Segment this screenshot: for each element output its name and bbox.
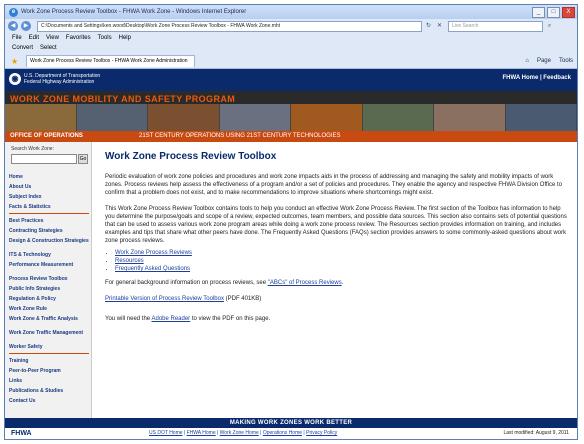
sidebar-item[interactable]: Home bbox=[9, 174, 23, 180]
sidebar bbox=[5, 142, 92, 428]
tab-active[interactable]: Work Zone Process Review Toolbox - FHWA Work Zone Administration bbox=[26, 55, 195, 67]
ops-left: OFFICE OF OPERATIONS bbox=[10, 133, 83, 139]
footer-slogan: MAKING WORK ZONES WORK BETTER bbox=[5, 418, 577, 428]
sidebar-item[interactable]: Training bbox=[9, 358, 29, 364]
sidebar-item[interactable]: About Us bbox=[9, 184, 32, 190]
home-icon[interactable]: ⌂ bbox=[525, 58, 529, 64]
section-list bbox=[115, 249, 569, 273]
select-button[interactable]: Select bbox=[40, 45, 57, 51]
browser-window bbox=[4, 4, 578, 440]
ops-right: 21ST CENTURY OPERATIONS USING 21ST CENTURY TECHNOLOGIES bbox=[139, 133, 341, 139]
sidebar-item[interactable]: Best Practices bbox=[9, 218, 44, 224]
dot-line1: U.S. Department of Transportation bbox=[24, 73, 101, 79]
main-content bbox=[105, 142, 569, 428]
sidebar-item[interactable]: Design & Construction Strategies bbox=[9, 238, 89, 244]
footer-link[interactable]: FHWA Home bbox=[186, 430, 216, 436]
url-input[interactable]: C:\Documents and Settings\ken.wood\Desktop\Work Zone Process Review Toolbox - FHWA Work Zone.mht bbox=[37, 21, 422, 32]
banner-photo bbox=[220, 104, 292, 131]
footer-links bbox=[149, 428, 337, 439]
footer bbox=[5, 428, 577, 439]
program-banner bbox=[5, 91, 577, 131]
back-icon[interactable]: ◀ bbox=[8, 21, 18, 31]
footer-separator: | bbox=[215, 430, 220, 436]
banner-photo bbox=[77, 104, 149, 131]
toolbox-paragraph: This Work Zone Process Review Toolbox contains tools to help you conduct an effective Work Zone Process Review. The first section of the Toolbox has information to help you determine the purpose/goals and scope of a review, expected outcomes, team members, and possible data sources. This section also contains sets of potential questions that can be used to assess various work zone program areas while doing a work zone process review. The Resources section provides information on training, and includes examples and tips that share what other peers have done. The Frequently Asked Questions (FAQs) section provides answers to some commonly-asked questions about work zone process reviews. bbox=[105, 206, 567, 244]
dot-logo-icon: ◉ bbox=[9, 73, 21, 85]
search-label: Search Work Zone: bbox=[11, 146, 54, 152]
title-bar bbox=[5, 5, 577, 19]
menu-help[interactable]: Help bbox=[118, 35, 131, 41]
top-links[interactable]: FHWA Home | Feedback bbox=[502, 75, 571, 81]
banner-title: WORK ZONE MOBILITY AND SAFETY PROGRAM bbox=[10, 94, 236, 104]
general-suffix: . bbox=[341, 280, 344, 286]
sidebar-item[interactable]: Facts & Statistics bbox=[9, 204, 51, 210]
tools-menu[interactable]: Tools bbox=[558, 58, 573, 64]
sidebar-item[interactable]: Process Review Toolbox bbox=[9, 276, 68, 282]
search-icon[interactable]: ⌕ bbox=[547, 22, 552, 29]
banner-photo bbox=[291, 104, 363, 131]
tab-bar bbox=[5, 54, 577, 69]
menu-edit[interactable]: Edit bbox=[28, 35, 40, 41]
page-viewport bbox=[5, 69, 577, 439]
banner-photo bbox=[506, 104, 578, 131]
list-item-faq[interactable]: • Frequently Asked Questions bbox=[115, 265, 569, 273]
page-title: Work Zone Process Review Toolbox bbox=[105, 151, 277, 162]
banner-photo bbox=[5, 104, 77, 131]
abcs-link[interactable]: "ABCs" of Process Reviews bbox=[267, 280, 342, 286]
banner-photo bbox=[363, 104, 435, 131]
stop-icon[interactable]: ✕ bbox=[436, 22, 443, 29]
footer-separator: | bbox=[302, 430, 307, 436]
footer-link[interactable]: Work Zone Home bbox=[219, 430, 259, 436]
page-menu[interactable]: Page bbox=[536, 58, 551, 64]
minimize-button[interactable]: _ bbox=[532, 7, 545, 18]
printable-info bbox=[105, 295, 569, 303]
adobe-link[interactable]: Adobe Reader bbox=[151, 316, 191, 322]
forward-icon[interactable]: ▶ bbox=[21, 21, 31, 31]
ops-strip bbox=[5, 131, 577, 142]
footer-link[interactable]: Privacy Policy bbox=[306, 430, 338, 436]
sidebar-divider bbox=[9, 213, 89, 214]
last-modified: Last modified: August 9, 2011 bbox=[503, 430, 569, 436]
menu-favorites[interactable]: Favorites bbox=[65, 35, 91, 41]
links-bar bbox=[5, 43, 577, 53]
footer-link[interactable]: US DOT Home bbox=[149, 430, 183, 436]
sidebar-item[interactable]: Work Zone Rule bbox=[9, 306, 47, 312]
footer-separator: | bbox=[182, 430, 187, 436]
footer-separator: | bbox=[258, 430, 263, 436]
sidebar-item[interactable]: Peer-to-Peer Program bbox=[9, 368, 61, 374]
sidebar-item[interactable]: ITS & Technology bbox=[9, 252, 51, 258]
go-button[interactable]: Go bbox=[79, 156, 87, 162]
sidebar-item[interactable]: Public Info Strategies bbox=[9, 286, 61, 292]
sidebar-item[interactable]: Contact Us bbox=[9, 398, 36, 404]
sidebar-item[interactable]: Performance Measurement bbox=[9, 262, 74, 268]
sidebar-item[interactable]: Contracting Strategies bbox=[9, 228, 63, 234]
site-search-input[interactable] bbox=[11, 154, 77, 164]
menu-bar bbox=[5, 33, 577, 43]
sidebar-item[interactable]: Publications & Studies bbox=[9, 388, 64, 394]
sidebar-item[interactable]: Regulation & Policy bbox=[9, 296, 56, 302]
printable-suffix: (PDF 401KB) bbox=[223, 296, 262, 302]
footer-link[interactable]: Operations Home bbox=[262, 430, 303, 436]
banner-photos bbox=[5, 104, 577, 131]
menu-tools[interactable]: Tools bbox=[97, 35, 112, 41]
adobe-info bbox=[105, 315, 569, 323]
menu-file[interactable]: File bbox=[12, 35, 22, 41]
window-title: Work Zone Process Review Toolbox - FHWA Work Zone - Windows Internet Explorer bbox=[21, 9, 247, 15]
list-item-process-reviews[interactable]: • Work Zone Process Reviews bbox=[115, 249, 569, 257]
dot-line2: Federal Highway Administration bbox=[24, 79, 95, 85]
general-info bbox=[105, 279, 569, 287]
adobe-prefix: You will need the bbox=[105, 316, 152, 322]
sidebar-item[interactable]: Links bbox=[9, 378, 23, 384]
adobe-suffix: to view the PDF on this page. bbox=[190, 316, 271, 322]
search-input[interactable]: Live Search bbox=[448, 21, 543, 32]
address-bar bbox=[5, 19, 577, 33]
menu-view[interactable]: View bbox=[46, 35, 59, 41]
banner-photo bbox=[148, 104, 220, 131]
favorites-star-icon[interactable]: ★ bbox=[11, 56, 19, 66]
printable-link[interactable]: Printable Version of Process Review Toolbox bbox=[105, 296, 224, 302]
dot-agency bbox=[24, 73, 100, 85]
close-button[interactable]: X bbox=[562, 7, 575, 18]
sidebar-divider bbox=[9, 353, 89, 354]
ie-icon: e bbox=[9, 8, 18, 17]
fhwa-logo: FHWA bbox=[11, 430, 32, 437]
general-prefix: For general background information on process reviews, see bbox=[105, 280, 268, 286]
sidebar-item[interactable]: Work Zone & Traffic Analysis bbox=[9, 316, 78, 322]
convert-button[interactable]: Convert bbox=[12, 45, 34, 51]
command-bar bbox=[517, 58, 573, 64]
dot-header bbox=[5, 69, 577, 91]
intro-paragraph: Periodic evaluation of work zone policies and procedures and work zone impacts aids in the process of addressing and managing the safety and mobility impacts of work zones. Process reviews help assess the effectiveness of a program and/or a set of policies and procedures. They enable the agency and respective FHWA Division Office to confirm that a problem does not exist, and to make recommendations to improve situations where shortcomings might exist. bbox=[105, 174, 563, 196]
sidebar-item[interactable]: Work Zone Traffic Management bbox=[9, 330, 84, 336]
list-item-resources[interactable]: • Resources bbox=[115, 257, 569, 265]
sidebar-nav bbox=[9, 172, 89, 406]
banner-photo bbox=[434, 104, 506, 131]
refresh-icon[interactable]: ↻ bbox=[425, 22, 432, 29]
sidebar-item[interactable]: Worker Safety bbox=[9, 344, 43, 350]
sidebar-item[interactable]: Subject Index bbox=[9, 194, 42, 200]
maximize-button[interactable]: □ bbox=[547, 7, 560, 18]
